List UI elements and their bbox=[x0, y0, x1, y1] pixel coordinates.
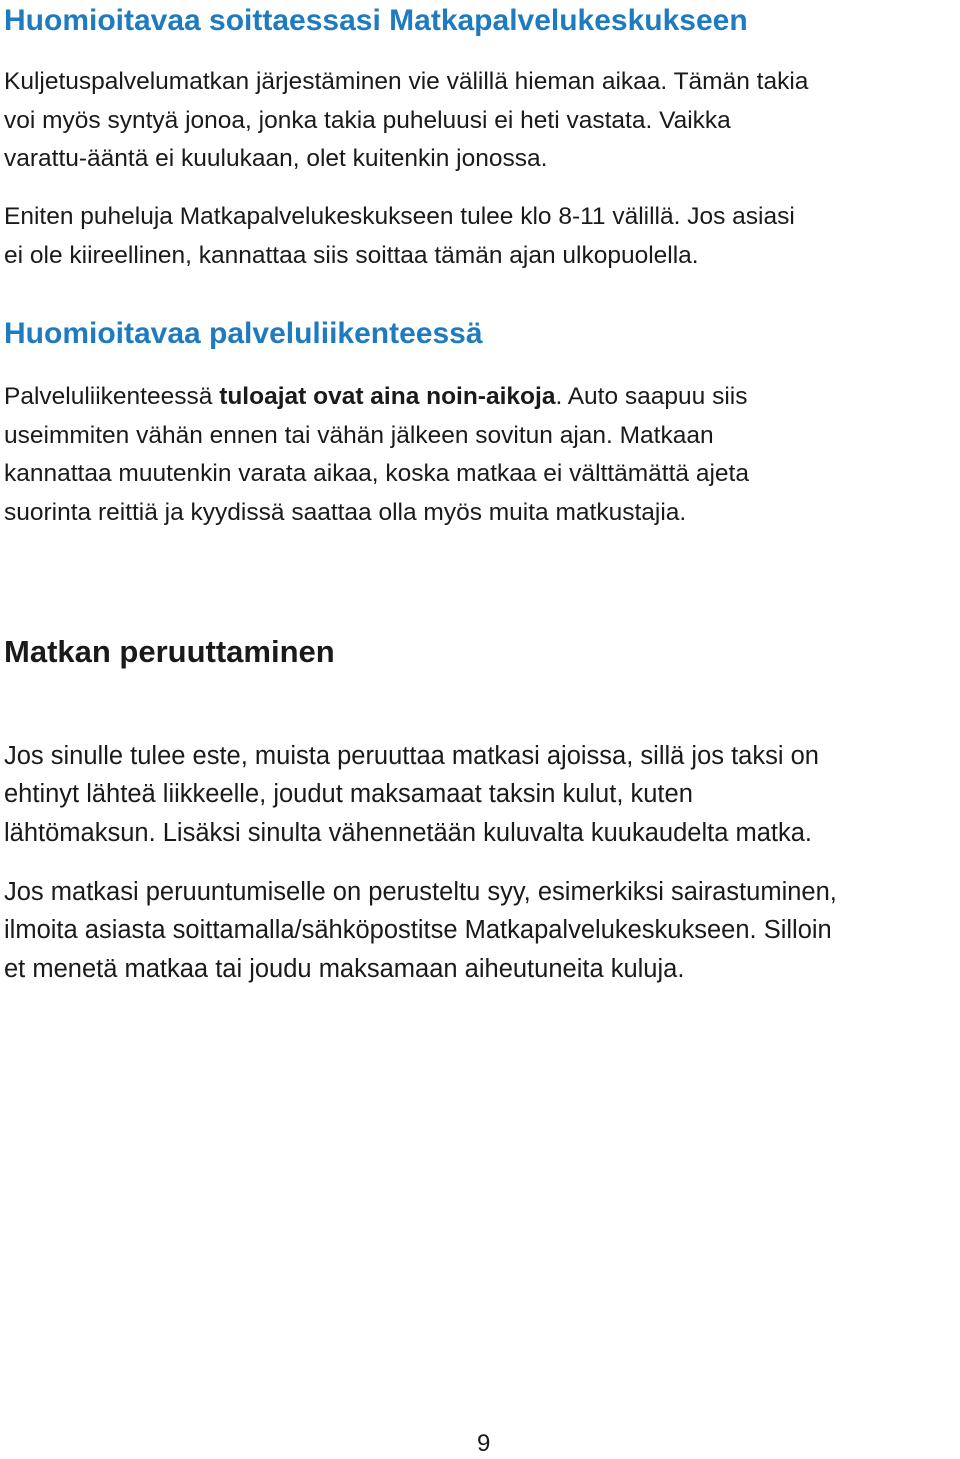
text-line: lähtömaksun. Lisäksi sinulta vähennetään kuluvalta kuukaudelta matka. bbox=[4, 818, 812, 847]
text-line bbox=[4, 378, 954, 417]
text-line: varattu-ääntä ei kuulukaan, olet kuitenkin jonossa. bbox=[4, 145, 548, 172]
text-line: Jos matkasi peruuntumiselle on perusteltu syy, esimerkiksi sairastuminen, bbox=[4, 878, 837, 906]
text-line: Kuljetuspalvelumatkan järjestäminen vie välillä hieman aikaa. Tämän takia bbox=[4, 68, 809, 95]
text-line: ilmoita asiasta soittamalla/sähköpostitse Matkapalvelukeskukseen. Silloin bbox=[4, 916, 832, 945]
section-heading-service-traffic: Huomioitavaa palveluliikenteessä bbox=[4, 317, 483, 350]
text-span: Palveluliikenteessä bbox=[4, 383, 220, 410]
paragraph-peak-hours bbox=[4, 198, 954, 275]
text-line: useimmiten vähän ennen tai vähän jälkeen sovitun ajan. Matkaan bbox=[4, 421, 714, 449]
text-line: voi myös syntyä jonoa, jonka takia puheluusi ei heti vastata. Vaikka bbox=[4, 106, 731, 134]
text-span: . Auto saapuu siis bbox=[555, 383, 748, 410]
text-line: ei ole kiireellinen, kannattaa siis soittaa tämän ajan ulkopuolella. bbox=[4, 241, 699, 269]
section-heading-cancellation: Matkan peruuttaminen bbox=[4, 634, 335, 669]
paragraph-arrival-times bbox=[4, 378, 954, 532]
text-line: ehtinyt lähteä liikkeelle, joudut maksamaat taksin kulut, kuten bbox=[4, 780, 693, 809]
section-heading-calling: Huomioitavaa soittaessasi Matkapalvelukeskukseen bbox=[4, 4, 748, 37]
text-line: kannattaa muutenkin varata aikaa, koska matkaa ei välttämättä ajeta bbox=[4, 460, 749, 487]
text-line: Eniten puheluja Matkapalvelukeskukseen tulee klo 8-11 välillä. Jos asiasi bbox=[4, 203, 795, 230]
text-line: et menetä matkaa tai joudu maksamaan aiheutuneita kuluja. bbox=[4, 954, 685, 983]
text-line: Jos sinulle tulee este, muista peruuttaa matkasi ajoissa, sillä jos taksi on bbox=[4, 742, 819, 770]
emphasis-text: tuloajat ovat aina noin-aikoja bbox=[219, 383, 556, 410]
paragraph-justified-cancel bbox=[4, 873, 959, 988]
paragraph-queue-info bbox=[4, 63, 954, 179]
text-line: suorinta reittiä ja kyydissä saattaa olla myös muita matkustajia. bbox=[4, 498, 687, 526]
paragraph-cancel-rules bbox=[4, 737, 959, 852]
page-number: 9 bbox=[477, 1430, 491, 1457]
